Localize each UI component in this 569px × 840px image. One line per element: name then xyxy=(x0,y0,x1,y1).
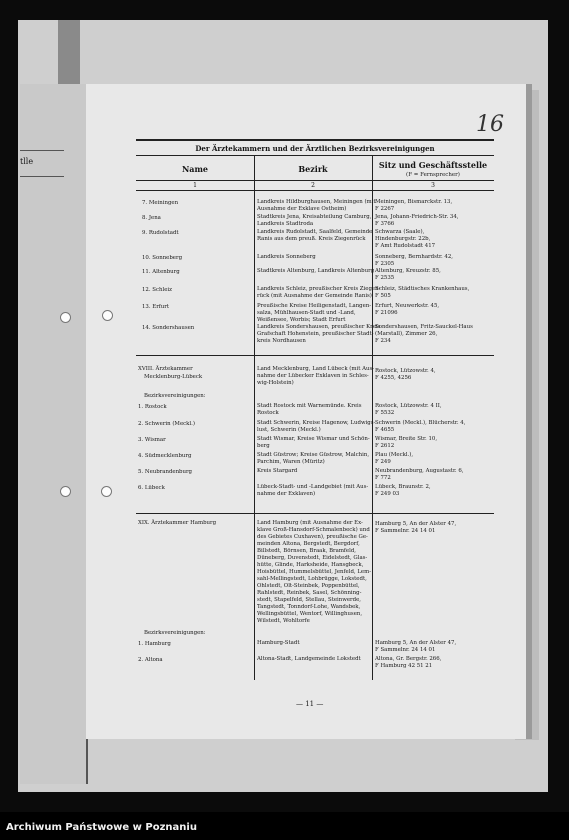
row-sitz: F Sammelnr. 24 14 01 xyxy=(375,647,436,653)
kammer-name: XVIII. Ärztekammer xyxy=(138,366,193,372)
kammer-sitz: F Sammelnr. 24 14 01 xyxy=(375,528,436,534)
row-name: 3. Wismar xyxy=(138,437,166,443)
row-bezirk: Ranis aus dem preuß. Kreis Ziegenrück xyxy=(257,236,366,242)
row-bezirk: Parchim, Waren (Müritz) xyxy=(257,459,325,465)
punch-hole xyxy=(101,486,112,497)
kammer-name: Mecklenburg-Lübeck xyxy=(144,374,203,380)
kammer-bezirk: Tangstedt, Tonndorf-Lohe, Wandsbek, xyxy=(257,604,361,610)
row-name: 5. Neubrandenburg xyxy=(138,469,193,475)
behind-sheet-rule xyxy=(20,176,64,177)
row-sitz: Meiningen, Bismarckstr. 13, xyxy=(375,199,453,205)
row-sitz: Schleiz, Städtisches Krankenhaus, xyxy=(375,286,470,292)
row-name: 14. Sondershausen xyxy=(142,325,195,331)
row-name: 13. Erfurt xyxy=(142,304,170,310)
row-bezirk: Kreis Stargard xyxy=(257,468,298,474)
left-sheet xyxy=(20,84,88,784)
kammer-bezirk: stedt, Stapelfeld, Stellau, Steinwerde, xyxy=(257,597,361,603)
row-sitz: F 2305 xyxy=(375,261,395,267)
row-name: 8. Jena xyxy=(142,215,161,221)
column-divider xyxy=(254,155,255,680)
row-sitz: F Amt Rudolstadt 417 xyxy=(375,243,436,249)
row-sitz: F 2267 xyxy=(375,206,395,212)
row-bezirk: Landkreis Hildburghausen, Meiningen (mit xyxy=(257,199,376,205)
column-number: 1 xyxy=(193,182,197,189)
header-sitz-note: (F = Fernsprecher) xyxy=(406,172,460,178)
table-rule xyxy=(136,513,494,514)
row-bezirk: Landkreis Rudolstadt, Saalfeld, Gemeinde xyxy=(257,229,373,235)
row-name: 10. Sonneberg xyxy=(142,255,183,261)
kammer-bezirk: Land Hamburg (mit Ausnahme der Ex- xyxy=(257,520,363,526)
row-sitz: Altona, Gr. Bergstr. 266, xyxy=(375,656,442,662)
kammer-sitz: Rostock, Lützowstr. 4, xyxy=(375,368,436,374)
table-title: Der Ärztekammern und der Ärztlichen Bezirksvereinigungen xyxy=(195,144,435,153)
row-sitz: Wismar, Breite Str. 10, xyxy=(375,436,438,442)
row-bezirk: lust, Schwerin (Meckl.) xyxy=(257,427,321,433)
row-bezirk: Grafschaft Hohenstein, preußischer Stadt- xyxy=(257,331,374,337)
row-sitz: F 2612 xyxy=(375,443,395,449)
row-bezirk: Weißensee, Worbis; Stadt Erfurt xyxy=(257,317,346,323)
row-sitz: F Hamburg 42 51 21 xyxy=(375,663,433,669)
sheet-strip xyxy=(58,20,80,84)
row-bezirk: salza, Mühlhausen-Stadt und -Land, xyxy=(257,310,356,316)
row-sitz: F 249 03 xyxy=(375,491,400,497)
handwritten-page-mark: 16 xyxy=(476,112,504,137)
row-bezirk: Rostock xyxy=(257,410,279,416)
kammer-bezirk: Wilstedt, Wohltorfe xyxy=(257,618,310,624)
kammer-bezirk: Land Mecklenburg, Land Lübeck (mit Aus- xyxy=(257,366,375,372)
row-name: 1. Hamburg xyxy=(138,641,171,647)
punch-hole xyxy=(60,312,71,323)
kammer-bezirk: klave Groß-Hansdorf-Schmalenbeck) und xyxy=(257,527,370,533)
row-sitz: F 505 xyxy=(375,293,391,299)
row-sitz: F 249 xyxy=(375,459,391,465)
kammer-bezirk: wig-Holstein) xyxy=(257,380,294,386)
row-sitz: F 2535 xyxy=(375,275,395,281)
row-sitz: Schwerin (Meckl.), Blücherstr. 4, xyxy=(375,420,466,426)
row-sitz: F 21096 xyxy=(375,310,398,316)
row-bezirk: Ausnahme der Exklave Ostheim) xyxy=(257,206,347,212)
row-name: 11. Altenburg xyxy=(142,269,180,275)
row-sitz: F 5532 xyxy=(375,410,395,416)
table-rule xyxy=(136,355,494,356)
row-name: 4. Südmecklenburg xyxy=(138,453,192,459)
kammer-name: XIX. Ärztekammer Hamburg xyxy=(138,520,217,526)
row-sitz: (Marstall), Zimmer 26, xyxy=(375,331,438,337)
kammer-bezirk: meinden Altona, Bergstedt, Bergdorf, xyxy=(257,541,360,547)
kammer-bezirk: Rahlstedt, Reinbek, Sasel, Schönning- xyxy=(257,590,362,596)
punch-hole xyxy=(60,486,71,497)
row-sitz: Hindenburgstr. 22b, xyxy=(375,236,431,242)
row-bezirk: rück (mit Ausnahme der Gemeinde Ranis) xyxy=(257,293,372,299)
row-name: 2. Altona xyxy=(138,657,163,663)
row-bezirk: Stadt Schwerin, Kreise Hagenow, Ludwigs- xyxy=(257,420,376,426)
row-bezirk: Lübeck-Stadt- und -Landgebiet (mit Aus- xyxy=(257,484,369,490)
row-bezirk: Hamburg-Stadt xyxy=(257,640,300,646)
archive-footer xyxy=(0,812,569,840)
row-sitz: F 234 xyxy=(375,338,391,344)
row-name: 12. Schleiz xyxy=(142,287,172,293)
row-bezirk: nahme der Exklaven) xyxy=(257,491,316,497)
table-rule xyxy=(136,180,494,181)
row-name: 9. Rudolstadt xyxy=(142,230,179,236)
row-name: 1. Rostock xyxy=(138,404,167,410)
row-sitz: Altenburg, Kreuzstr. 85, xyxy=(375,268,441,274)
table-rule xyxy=(136,155,494,156)
column-number: 2 xyxy=(311,182,315,189)
row-sitz: Rostock, Lützowstr. 4 II, xyxy=(375,403,442,409)
row-sitz: Sondershausen, Fritz-Sauckel-Haus xyxy=(375,324,473,330)
column-number: 3 xyxy=(431,182,435,189)
page-number: — 11 — xyxy=(296,700,324,708)
row-sitz: Jena, Johann-Friedrich-Str. 34, xyxy=(375,214,459,220)
row-sitz: Sonneberg, Bernhardstr. 42, xyxy=(375,254,453,260)
group-label: Bezirksvereinigungen: xyxy=(144,630,206,636)
row-bezirk: Stadt Rostock mit Warnemünde. Kreis xyxy=(257,403,362,409)
kammer-bezirk: Billstedt, Börnsen, Braak, Bramfeld, xyxy=(257,548,357,554)
kammer-bezirk: Wellingsbüttel, Wentorf, Willinghusen, xyxy=(257,611,363,617)
kammer-bezirk: Düneberg, Duvenstedt, Eidelstedt, Glas- xyxy=(257,555,368,561)
row-bezirk: berg xyxy=(257,443,270,449)
header-sitz: Sitz und Geschäftsstelle xyxy=(378,160,488,170)
row-bezirk: Altona-Stadt, Landgemeinde Lokstedt xyxy=(257,656,361,662)
kammer-bezirk: des Gebietes Cuxhaven), preußische Ge- xyxy=(257,534,368,540)
group-label: Bezirksvereinigungen: xyxy=(144,393,206,399)
row-bezirk: Stadtkreis Jena, Kreisabteilung Camburg, xyxy=(257,214,372,220)
behind-sheet-rule xyxy=(20,150,64,151)
row-name: 6. Lübeck xyxy=(138,485,165,491)
table-rule xyxy=(136,190,494,191)
row-sitz: Lübeck, Braunstr. 2, xyxy=(375,484,431,490)
row-sitz: F 3766 xyxy=(375,221,395,227)
row-sitz: Plau (Meckl.), xyxy=(375,452,414,458)
archive-name: Archiwum Państwowe w Poznaniu xyxy=(6,822,197,833)
row-bezirk: Preußische Kreise Heiligenstadt, Langen- xyxy=(257,303,372,309)
row-bezirk: kreis Nordhausen xyxy=(257,338,306,344)
kammer-bezirk: nahme der Lübecker Exklaven in Schles- xyxy=(257,373,369,379)
table-top-rule xyxy=(136,139,494,141)
behind-sheet-label: tlle xyxy=(20,157,34,166)
kammer-sitz: F 4255, 4256 xyxy=(375,375,412,381)
row-bezirk: Stadtkreis Altenburg, Landkreis Altenburg xyxy=(257,268,375,274)
row-sitz: Erfurt, Neuwerkstr. 45, xyxy=(375,303,440,309)
kammer-sitz: Hamburg 5, An der Alster 47, xyxy=(375,521,457,527)
header-bezirk: Bezirk xyxy=(298,164,328,174)
row-bezirk: Stadt Wismar, Kreise Wismar und Schön- xyxy=(257,436,370,442)
kammer-bezirk: Hoisbüttel, Hummelsbüttel, Jenfeld, Lem- xyxy=(257,569,372,575)
row-sitz: Neubrandenburg, Augustastr. 6, xyxy=(375,468,464,474)
row-sitz: Schwarza (Saale), xyxy=(375,229,425,235)
row-bezirk: Landkreis Sondershausen, preußischer Kreis xyxy=(257,324,381,330)
row-bezirk: Landkreis Stadtroda xyxy=(257,221,314,227)
row-sitz: F 772 xyxy=(375,475,391,481)
kammer-bezirk: hütte, Glinde, Harksheide, Hansgbeck, xyxy=(257,562,364,568)
kammer-bezirk: sahl-Mellingstedt, Lohbrügge, Lokstedt, xyxy=(257,576,367,582)
row-bezirk: Landkreis Sonneberg xyxy=(257,254,316,260)
row-sitz: Hamburg 5, An der Alster 47, xyxy=(375,640,457,646)
row-name: 7. Meiningen xyxy=(142,200,179,206)
row-sitz: F 4655 xyxy=(375,427,395,433)
row-bezirk: Stadt Güstrow; Kreise Güstrow, Malchin, xyxy=(257,452,370,458)
kammer-bezirk: Ohlstedt, Olt-Steinbek, Poppenbüttel, xyxy=(257,583,360,589)
header-name: Name xyxy=(181,164,209,174)
row-name: 2. Schwerin (Meckl.) xyxy=(138,421,195,427)
punch-hole xyxy=(102,310,113,321)
row-bezirk: Landkreis Schleiz, preußischer Kreis Ziegen- xyxy=(257,286,381,292)
